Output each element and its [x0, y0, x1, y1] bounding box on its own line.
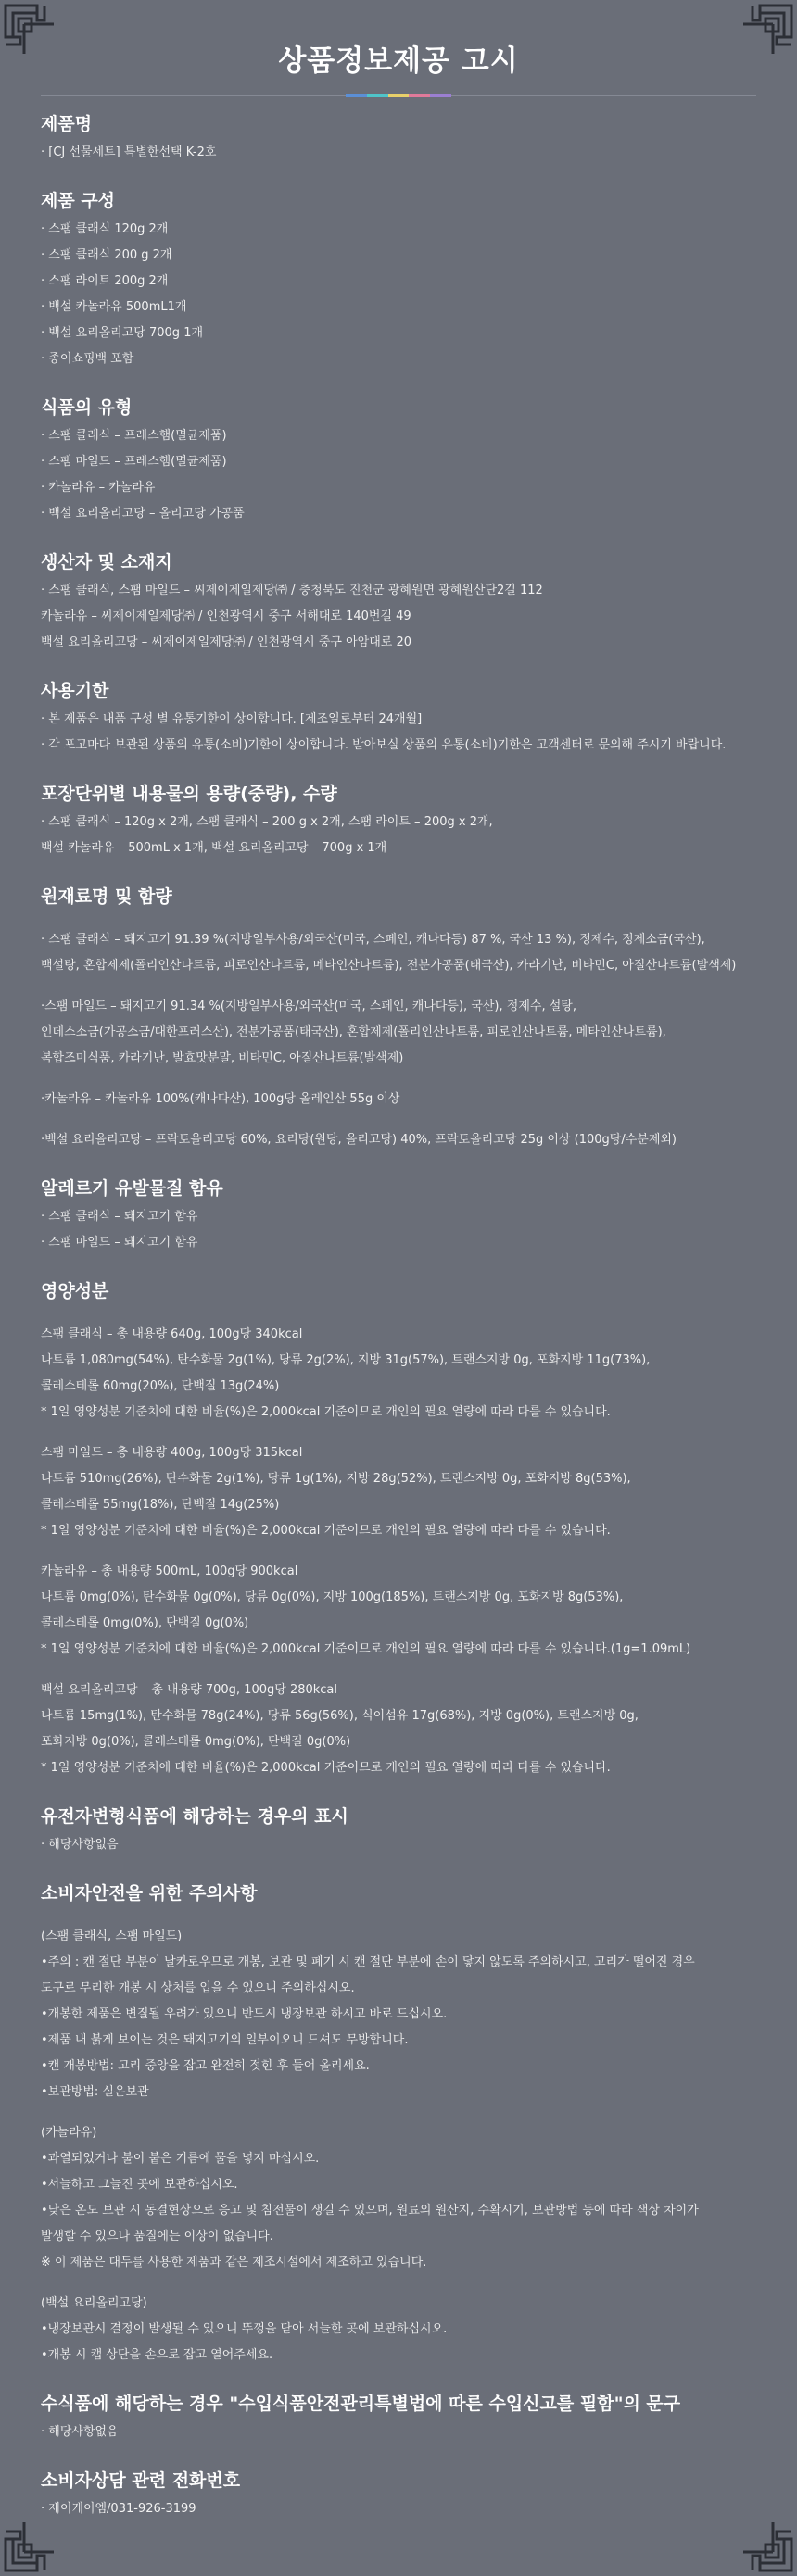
section-line: · 각 포고마다 보관된 상품의 유통(소비)기한이 상이합니다. 받아보실 상품의 유통(소비)기한은 고객센터로 문의해 주시기 바랍니다.: [41, 738, 727, 752]
section-line: ·백설 요리올리고당 – 프락토올리고당 60%, 요리당(원당, 올리고당) 40%, 프락토올리고당 25g 이상 (100g당/수분제외): [41, 1133, 677, 1147]
blank-line: [41, 2105, 759, 2120]
section-line: ·카놀라유 – 카놀라유 100%(캐나다산), 100g당 올레인산 55g 이상: [41, 1092, 400, 1106]
section-line: · 스팸 클래식 – 돼지고기 91.39 %(지방일부사용/외국산(미국, 스페인, 캐나다등) 87 %, 국산 13 %), 정제수, 정제소금(국산),: [41, 933, 705, 947]
notice-section: [41, 781, 759, 861]
section-line: •냉장보관시 결정이 발생될 수 있으니 뚜껑을 닫아 서늘한 곳에 보관하십시오.: [41, 2322, 448, 2336]
section-line: 나트륨 15mg(1%), 탄수화물 78g(24%), 당류 56g(56%), 식이섬유 17g(68%), 지방 0g(0%), 트랜스지방 0g,: [41, 1709, 639, 1723]
section-line: ·스팸 마일드 – 돼지고기 91.34 %(지방일부사용/외국산(미국, 스페인, 캐나다등), 국산), 정제수, 설탕,: [41, 999, 576, 1013]
section-line: 발생할 수 있으나 품질에는 이상이 없습니다.: [41, 2230, 273, 2243]
color-stripe-segment: [388, 94, 410, 97]
section-line: · 스팸 라이트 200g 2개: [41, 274, 169, 288]
section-line: •낮은 온도 보관 시 동결현상으로 응고 및 침전물이 생길 수 있으며, 원료의 원산지, 수확시기, 보관방법 등에 따라 색상 차이가: [41, 2204, 699, 2218]
notice-section: [41, 884, 759, 1153]
blank-line: [41, 1112, 759, 1127]
section-line: •서늘하고 그늘진 곳에 보관하십시오.: [41, 2178, 238, 2192]
notice-section: [41, 1803, 759, 1858]
blank-line: [41, 1307, 759, 1322]
section-line: •캔 개봉방법: 고리 중앙을 잡고 완전히 젖힌 후 들어 올리세요.: [41, 2059, 370, 2073]
section-line: · 백설 카놀라유 500mL1개: [41, 300, 187, 314]
section-line: 나트륨 510mg(26%), 탄수화물 2g(1%), 당류 1g(1%), 지방 28g(52%), 트랜스지방 0g, 포화지방 8g(53%),: [41, 1472, 631, 1486]
notice-section: [41, 678, 759, 759]
section-line: •개봉 시 캡 상단을 손으로 잡고 열어주세요.: [41, 2348, 273, 2362]
section-line: * 1일 영양성분 기준치에 대한 비율(%)은 2,000kcal 기준이므로 개인의 필요 열량에 따라 다를 수 있습니다.(1g=1.09mL): [41, 1642, 691, 1656]
section-heading: 영양성분: [41, 1281, 109, 1301]
section-line: · 해당사항없음: [41, 1838, 119, 1852]
section-line: •개봉한 제품은 변질될 우려가 있으니 반드시 냉장보관 하시고 바로 드십시오.: [41, 2007, 448, 2021]
section-line: 인데스소금(가공소금/대한프러스산), 전분가공품(태국산), 혼합제제(폴리인산나트륨, 피로인산나트륨, 메타인산나트륨),: [41, 1025, 666, 1039]
blank-line: [41, 2276, 759, 2291]
blank-line: [41, 1426, 759, 1440]
section-line: 백설탕, 혼합제제(폴리인산나트륨, 피로인산나트륨, 메타인산나트륨), 전분가공품(태국산), 카라기난, 비타민C, 아질산나트륨(발색제): [41, 959, 737, 973]
blank-line: [41, 1663, 759, 1678]
section-line: 백설 요리올리고당 – 씨제이제일제당㈜ / 인천광역시 중구 아암대로 20: [41, 635, 411, 649]
section-line: · 해당사항없음: [41, 2425, 119, 2439]
section-heading: 사용기한: [41, 681, 109, 701]
section-line: * 1일 영양성분 기준치에 대한 비율(%)은 2,000kcal 기준이므로 개인의 필요 열량에 따라 다를 수 있습니다.: [41, 1524, 611, 1538]
color-stripe-segment: [367, 94, 388, 97]
section-line: 복합조미식품, 카라기난, 발효맛분말, 비타민C, 아질산나트륨(발색제): [41, 1051, 404, 1065]
section-line: 나트륨 1,080mg(54%), 탄수화물 2g(1%), 당류 2g(2%), 지방 31g(57%), 트랜스지방 0g, 포화지방 11g(73%),: [41, 1353, 651, 1367]
notice-section: [41, 1880, 759, 2369]
section-line: 콜레스테롤 0mg(0%), 단백질 0g(0%): [41, 1616, 249, 1630]
section-line: 도구로 무리한 개봉 시 상처를 입을 수 있으니 주의하십시오.: [41, 1981, 355, 1995]
section-heading: 원재료명 및 함량: [41, 886, 172, 907]
section-heading: 포장단위별 내용물의 용량(중량), 수량: [41, 784, 337, 804]
section-line: •과열되었거나 불이 붙은 기름에 물을 넣지 마십시오.: [41, 2152, 320, 2166]
section-line: · 백설 요리올리고당 700g 1개: [41, 326, 204, 340]
section-heading: 소비자상담 관련 전화번호: [41, 2470, 241, 2491]
section-line: 콜레스테롤 60mg(20%), 단백질 13g(24%): [41, 1379, 280, 1393]
section-line: · 카놀라유 – 카놀라유: [41, 481, 156, 495]
notice-section: [41, 1278, 759, 1781]
notice-section: [41, 2391, 759, 2445]
section-heading: 소비자안전을 위한 주의사항: [41, 1883, 258, 1904]
blank-line: [41, 1072, 759, 1087]
section-line: 콜레스테롤 55mg(18%), 단백질 14g(25%): [41, 1498, 280, 1512]
section-line: · 스팸 클래식 – 돼지고기 함유: [41, 1210, 198, 1224]
section-heading: 식품의 유형: [41, 397, 133, 418]
section-line: (카놀라유): [41, 2126, 97, 2140]
section-line: 나트륨 0mg(0%), 탄수화물 0g(0%), 당류 0g(0%), 지방 100g(185%), 트랜스지방 0g, 포화지방 8g(53%),: [41, 1590, 624, 1604]
section-line: * 1일 영양성분 기준치에 대한 비율(%)은 2,000kcal 기준이므로 개인의 필요 열량에 따라 다를 수 있습니다.: [41, 1761, 611, 1775]
section-line: 스팸 클래식 – 총 내용량 640g, 100g당 340kcal: [41, 1327, 303, 1341]
blank-line: [41, 979, 759, 994]
notice-section: [41, 111, 759, 166]
page-title: 상품정보제공 고시: [278, 44, 519, 78]
section-line: 카놀라유 – 총 내용량 500mL, 100g당 900kcal: [41, 1564, 298, 1578]
notice-section: [41, 395, 759, 527]
notice-section: [41, 2468, 759, 2522]
section-line: · 백설 요리올리고당 – 올리고당 가공품: [41, 507, 245, 521]
color-stripe-segment: [409, 94, 430, 97]
section-line: · 스팸 클래식, 스팸 마일드 – 씨제이제일제당㈜ / 충청북도 진천군 광혜원면 광혜원산단2길 112: [41, 584, 543, 597]
section-line: (백설 요리올리고당): [41, 2296, 147, 2310]
section-line: · 스팸 클래식 – 프레스햄(멸균제품): [41, 429, 227, 443]
section-line: •주의 : 캔 절단 부분이 날카로우므로 개봉, 보관 및 폐기 시 캔 절단 부분에 손이 닿지 않도록 주의하시고, 고리가 떨어진 경우: [41, 1955, 695, 1969]
section-line: 스팸 마일드 – 총 내용량 400g, 100g당 315kcal: [41, 1446, 303, 1460]
section-heading: 유전자변형식품에 해당하는 경우의 표시: [41, 1806, 348, 1827]
section-line: · 스팸 클래식 – 120g x 2개, 스팸 클래식 – 200 g x 2개, 스팸 라이트 – 200g x 2개,: [41, 815, 493, 829]
section-line: · 스팸 마일드 – 프레스햄(멸균제품): [41, 455, 227, 469]
section-heading: 제품명: [41, 114, 93, 134]
blank-line: [41, 1909, 759, 1924]
section-line: · 스팸 클래식 120g 2개: [41, 222, 169, 236]
section-line: 카놀라유 – 씨제이제일제당㈜ / 인천광역시 중구 서해대로 140번길 49: [41, 609, 411, 623]
section-line: ※ 이 제품은 대두를 사용한 제품과 같은 제조시설에서 제조하고 있습니다.: [41, 2256, 427, 2269]
section-line: •보관방법: 실온보관: [41, 2085, 149, 2099]
section-line: 백설 카놀라유 – 500mL x 1개, 백설 요리올리고당 – 700g x 1개: [41, 841, 387, 855]
section-line: 포화지방 0g(0%), 콜레스테롤 0mg(0%), 단백질 0g(0%): [41, 1735, 351, 1749]
section-line: · 제이케이엠/031-926-3199: [41, 2502, 196, 2516]
section-line: · [CJ 선물세트] 특별한선택 K-2호: [41, 145, 217, 159]
blank-line: [41, 1544, 759, 1559]
section-line: * 1일 영양성분 기준치에 대한 비율(%)은 2,000kcal 기준이므로 개인의 필요 열량에 따라 다를 수 있습니다.: [41, 1405, 611, 1419]
color-stripe-segment: [430, 94, 451, 97]
color-stripe-segment: [346, 94, 367, 97]
section-line: 백설 요리올리고당 – 총 내용량 700g, 100g당 280kcal: [41, 1683, 338, 1697]
section-line: · 스팸 마일드 – 돼지고기 함유: [41, 1236, 198, 1250]
section-line: · 본 제품은 내품 구성 별 유통기한이 상이합니다. [제조일로부터 24개월]: [41, 712, 423, 726]
blank-line: [41, 912, 759, 927]
section-heading: 알레르기 유발물질 함유: [41, 1178, 223, 1199]
notice-section: [41, 188, 759, 372]
notice-section: [41, 549, 759, 656]
section-heading: 생산자 및 소재지: [41, 552, 172, 572]
notice-section: [41, 1175, 759, 1256]
section-line: · 스팸 클래식 200 g 2개: [41, 248, 172, 262]
section-heading: 제품 구성: [41, 191, 116, 211]
color-stripe: [346, 94, 451, 97]
notice-content: [41, 111, 759, 2522]
section-heading: 수식품에 해당하는 경우 "수입식품안전관리특별법에 따른 수입신고를 필함"의 문구: [41, 2394, 681, 2414]
section-line: (스팸 클래식, 스팸 마일드): [41, 1929, 183, 1943]
section-line: · 종이쇼핑백 포함: [41, 352, 134, 366]
section-line: •제품 내 붉게 보이는 것은 돼지고기의 일부이오니 드셔도 무방합니다.: [41, 2033, 409, 2047]
